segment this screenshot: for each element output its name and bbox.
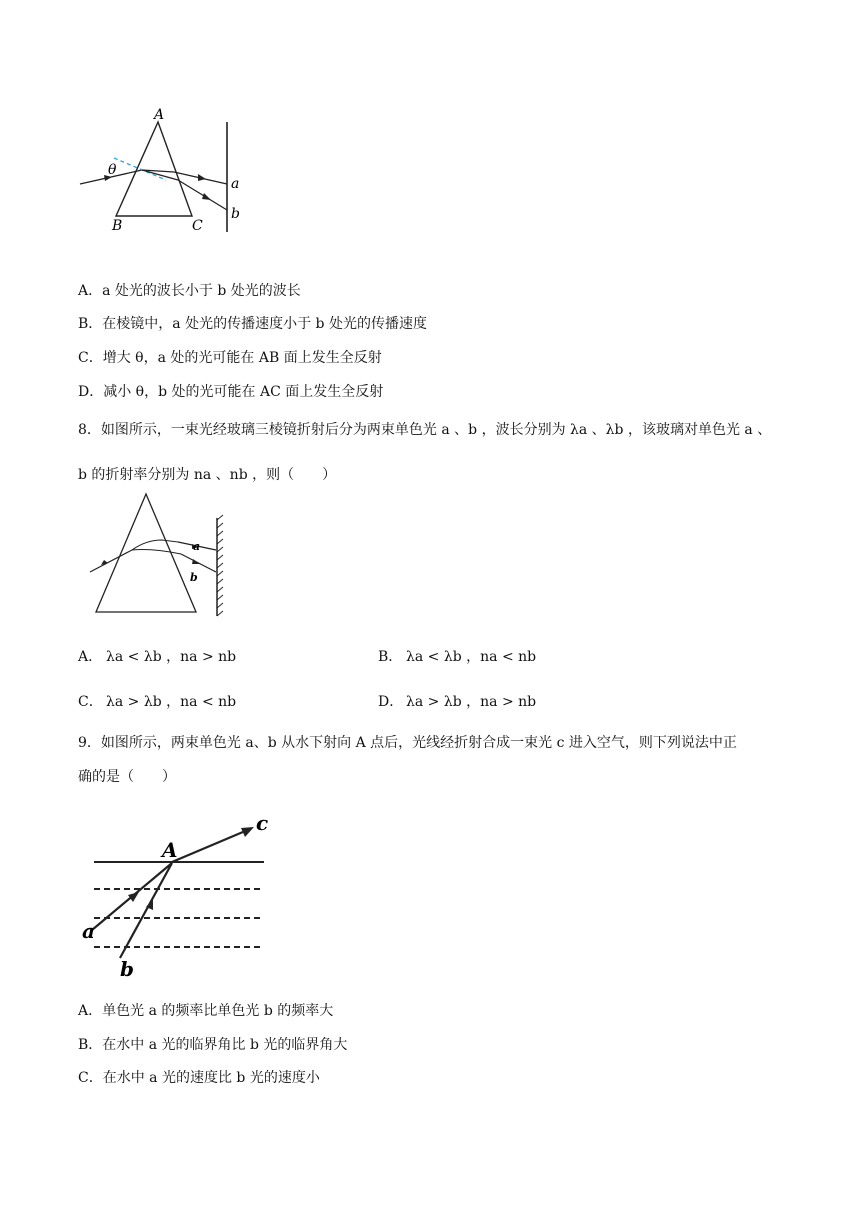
q9-stem-line1: 9．如图所示，两束单色光 a、b 从水下射向 A 点后，光线经折射合成一束光 c 进入空气，则下列说法中正	[78, 735, 737, 751]
q8-inner-ray-b	[132, 550, 181, 555]
q8-incident-ray	[90, 550, 132, 572]
q8-mirror-hatching	[217, 515, 223, 616]
q8-inner-ray	[132, 540, 178, 550]
q8-option-b: B．	[378, 649, 403, 665]
q7-option-a-text: a 处光的波长小于 b 处光的波长	[102, 283, 301, 299]
q7-option-d-text: 减小 θ，b 处的光可能在 AC 面上发生全反射	[103, 384, 384, 400]
q9-ray-b	[120, 863, 172, 958]
q8-option-d-text: λa > λb ，na > nb	[406, 694, 537, 710]
q7-label-theta: θ	[108, 162, 117, 178]
q9-ray-c	[172, 829, 250, 862]
q9-refraction-figure	[78, 810, 278, 978]
q7-arrow-a	[198, 174, 206, 181]
q9-option-a	[78, 1001, 333, 1021]
q9-option-c-label: C．	[78, 1070, 103, 1086]
q8-label-b: b	[190, 571, 198, 584]
q8-stem-line1: 8．如图所示，一束光经玻璃三棱镜折射后分为两束单色光 a 、b ，波长分别为 λa 、λb ，该玻璃对单色光 a 、	[78, 422, 772, 438]
q8-label-a: a	[193, 540, 201, 553]
q8-option-d: D．	[378, 694, 404, 710]
q8-option-c-text: λa > λb ，na < nb	[106, 694, 237, 710]
q8-option-a-text: λa < λb ，na > nb	[106, 649, 237, 665]
q7-option-b	[78, 314, 427, 334]
q9-label-A: A	[162, 838, 178, 862]
q7-label-a: a	[231, 176, 240, 192]
q9-option-a-text: 单色光 a 的频率比单色光 b 的频率大	[102, 1003, 334, 1019]
q9-arrow-a	[128, 892, 139, 902]
q7-option-c-text: 增大 θ，a 处的光可能在 AB 面上发生全反射	[102, 350, 382, 366]
q7-label-B: B	[112, 218, 123, 234]
q9-option-c	[78, 1068, 320, 1088]
q7-prism-figure	[74, 104, 254, 236]
q7-option-d-label: D．	[78, 384, 104, 400]
q7-arrow-b	[202, 193, 211, 200]
q7-option-a	[78, 281, 301, 301]
q7-prism	[116, 122, 192, 216]
q7-label-b: b	[231, 206, 240, 222]
q7-option-c-label: C．	[78, 350, 103, 366]
q8-prism-figure	[86, 490, 236, 618]
q7-label-C: C	[192, 218, 203, 234]
q8-option-c: C．	[78, 694, 103, 710]
q8-prism	[96, 494, 196, 612]
q7-option-d	[78, 382, 383, 402]
q9-arrow-c	[241, 827, 254, 837]
q7-option-a-label: A．	[78, 283, 103, 299]
q9-option-b	[78, 1035, 347, 1055]
q9-option-a-label: A．	[78, 1003, 103, 1019]
q7-label-A: A	[154, 107, 165, 123]
q7-option-b-text: 在棱镜中，a 处光的传播速度小于 b 处光的传播速度	[102, 316, 427, 332]
q9-stem-line2: 确的是（ ）	[78, 769, 176, 785]
q8-stem-line2: b 的折射率分别为 na 、nb ，则（ ）	[78, 467, 337, 483]
q9-option-b-text: 在水中 a 光的临界角比 b 光的临界角大	[102, 1037, 348, 1053]
q7-out-ray-b	[178, 180, 227, 210]
q8-arrow-b	[192, 559, 200, 564]
q9-option-b-label: B．	[78, 1037, 103, 1053]
q9-label-a: a	[82, 919, 95, 943]
q8-option-b-text: λa < λb ，na < nb	[406, 649, 537, 665]
q9-label-b: b	[120, 957, 134, 978]
q9-option-c-text: 在水中 a 光的速度比 b 光的速度小	[102, 1070, 320, 1086]
q7-option-b-label: B．	[78, 316, 103, 332]
q7-option-c	[78, 348, 382, 368]
q8-option-a: A．	[78, 649, 103, 665]
q9-label-c: c	[256, 811, 269, 835]
